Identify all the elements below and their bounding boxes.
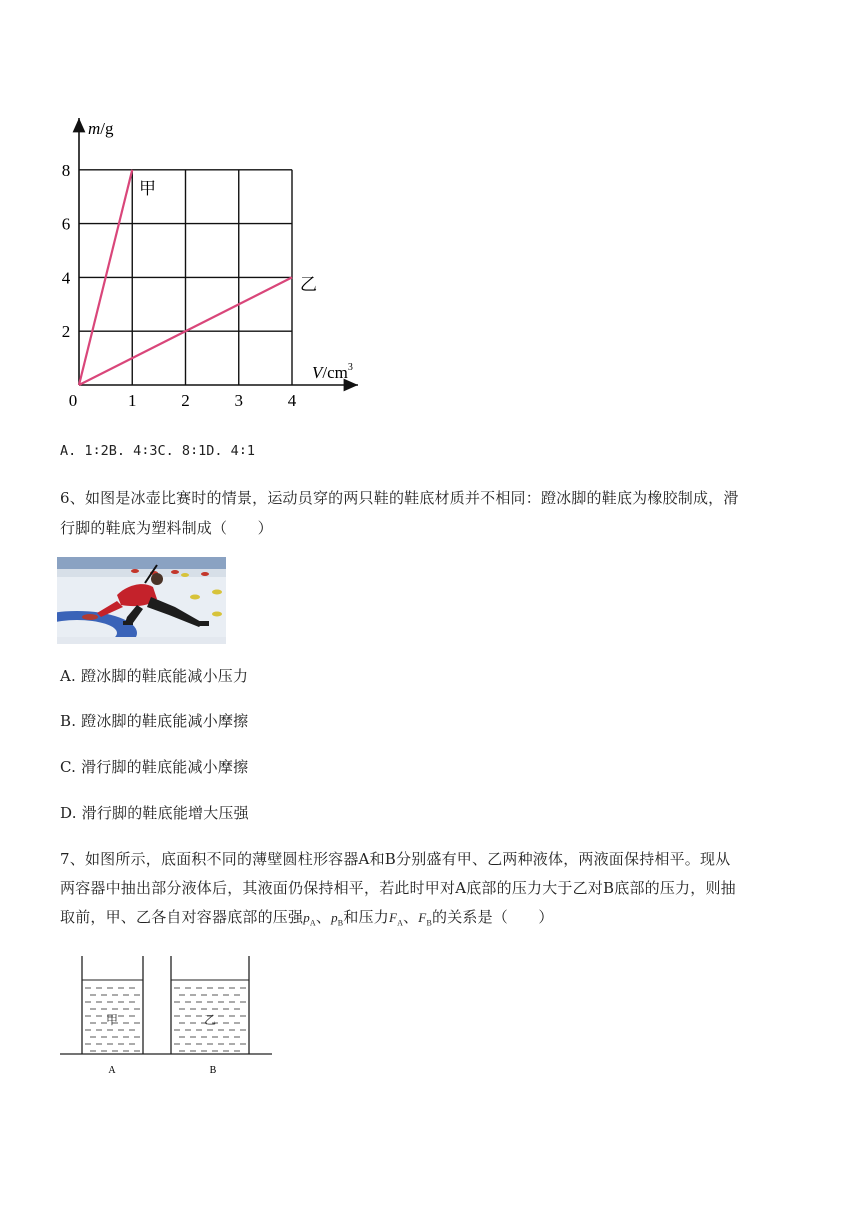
pressure-pB: $p_B$ — [331, 910, 344, 928]
y-tick-label: 8 — [61, 160, 71, 180]
force-FB: $F_B$ — [418, 910, 432, 928]
q7-stem-line1: 7、如图所示，底面积不同的薄壁圆柱形容器A和B分别盛有甲、乙两种液体，两液面保持相平。现从 — [60, 850, 731, 868]
series-label-jia: 甲 — [139, 179, 156, 198]
x-tick-labels — [128, 391, 297, 410]
series-label-yi: 乙 — [300, 275, 317, 294]
q5-options: A. 1∶2B. 4∶3C. 8∶1D. 4∶1 — [60, 443, 256, 459]
x-tick-label: 3 — [234, 391, 243, 410]
container-a-label: A — [108, 1065, 116, 1076]
force-FA: $F_A$ — [388, 910, 404, 928]
q6-option-b: B. 蹬冰脚的鞋底能减小摩擦 — [60, 712, 249, 730]
y-tick-labels — [62, 161, 71, 341]
q7-stem-line2: 两容器中抽出部分液体后，其液面仍保持相平，若此时甲对A底部的压力大于乙对B底部的压力，则抽 — [60, 879, 736, 897]
container-a-liquid-label: 甲 — [105, 1013, 119, 1027]
container-b — [171, 956, 249, 1054]
q6-stem-line1: 6、如图是冰壶比赛时的情景，运动员穿的两只鞋的鞋底材质并不相同：蹬冰脚的鞋底为橡胶制成，滑 — [60, 489, 739, 507]
container-a — [82, 956, 143, 1054]
container-b-label: B — [209, 1065, 217, 1076]
q6-option-c: C. 滑行脚的鞋底能减小摩擦 — [60, 758, 249, 776]
q6-stem-line2: 行脚的鞋底为塑料制成（ ） — [60, 519, 273, 537]
y-tick-label: 2 — [61, 322, 71, 342]
containers-diagram — [58, 952, 278, 1082]
q7-stem-line3: 取前，甲、乙各自对容器底部的压强$p_A$、$p_B$和压力$F_A$、$F_B$的关系是（ ） — [60, 908, 554, 928]
x-tick-label: 1 — [128, 391, 137, 410]
y-axis-label: m/g — [88, 119, 114, 138]
container-b-liquid-label: 乙 — [203, 1013, 217, 1027]
pressure-pA: $p_A$ — [303, 910, 316, 928]
mass-volume-graph — [0, 0, 420, 420]
q6-option-a: A. 蹬冰脚的鞋底能减小压力 — [60, 667, 249, 685]
q6-option-d: D. 滑行脚的鞋底能增大压强 — [60, 804, 249, 822]
curling-photo — [57, 557, 226, 644]
graph-grid — [79, 170, 292, 385]
x-axis-label: $V/cm^3$ — [312, 362, 353, 382]
x-tick-label: 4 — [287, 391, 297, 410]
x-tick-label: 2 — [181, 391, 190, 410]
y-tick-label: 4 — [61, 268, 71, 288]
origin-label: 0 — [68, 391, 78, 410]
y-tick-label: 6 — [61, 214, 71, 234]
